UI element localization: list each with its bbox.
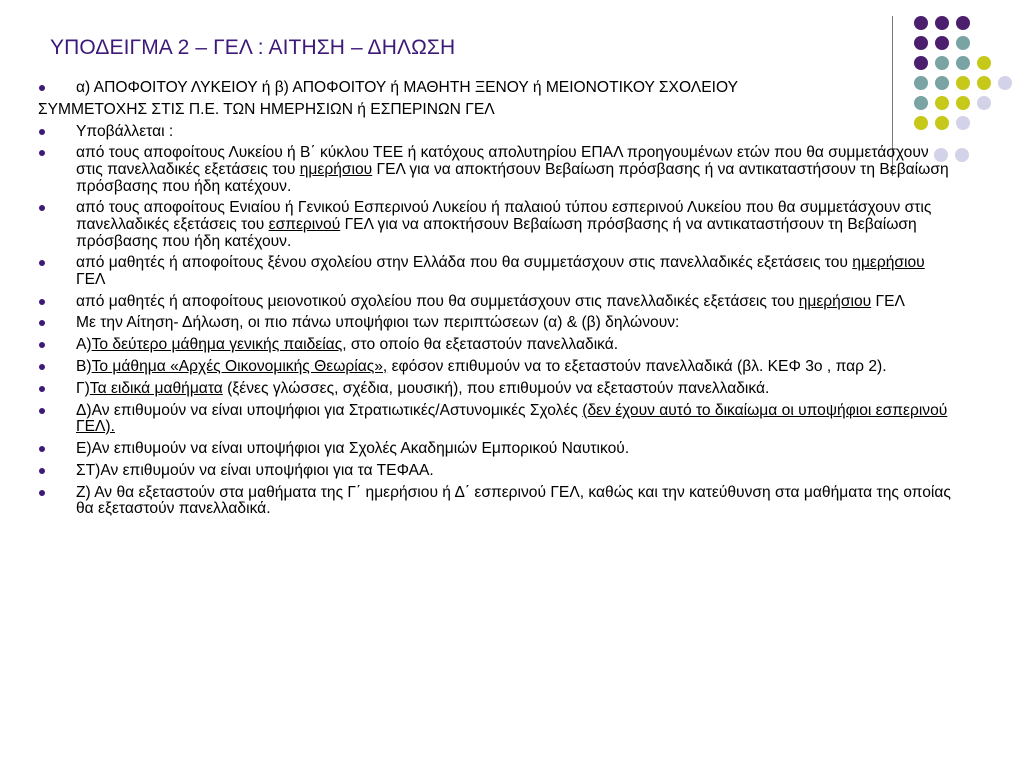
item-text: ΓΕΛ για να αποκτήσουν Βεβαίωση πρόσβασης ή να αντικαταστήσουν τη Βεβαίωση πρόσβασης που ήδη κατέχουν. bbox=[76, 160, 949, 195]
item-text: Ζ) Αν θα εξεταστούν στα μαθήματα της Γ΄ ημερήσιου ή Δ΄ εσπερινού ΓΕΛ, καθώς και την κατεύθυνση στα μαθήματα της οποίας θα εξεταστούν πανελλαδικά. bbox=[76, 483, 951, 518]
underlined-text: ημερήσιου bbox=[798, 292, 872, 310]
bullet-item bbox=[38, 359, 958, 376]
item-text: Με την Αίτηση- Δήλωση, οι πιο πάνω υποψήφιοι των περιπτώσεων (α) & (β) δηλώνουν: bbox=[76, 314, 680, 332]
decorative-dot bbox=[998, 76, 1012, 90]
item-text: από τους αποφοίτους Ενιαίου ή Γενικού Εσπερινού Λυκείου ή παλαιού τύπου εσπερινού Λυκείου που θα συμμετάσχουν στις πανελλαδικές εξετάσεις του bbox=[76, 199, 932, 233]
underlined-text: Το δεύτερο μάθημα γενικής παιδείας bbox=[91, 336, 343, 354]
bullet-item bbox=[38, 463, 958, 480]
decorative-dot bbox=[956, 16, 970, 30]
item-text: Υποβάλλεται : bbox=[76, 122, 174, 140]
underlined-text: Το μάθημα «Αρχές Οικονομικής Θεωρίας», bbox=[91, 358, 388, 375]
bullet-item bbox=[38, 485, 958, 518]
item-text: , στο οποίο θα εξεταστούν πανελλαδικά. bbox=[342, 336, 619, 354]
item-text: ΓΕΛ bbox=[871, 292, 905, 310]
page-title: ΥΠΟΔΕΙΓΜΑ 2 – ΓΕΛ : ΑΙΤΗΣΗ – ΔΗΛΩΣΗ bbox=[50, 36, 456, 59]
decorative-dot bbox=[935, 16, 949, 30]
item-text: Δ)Αν επιθυμούν να είναι υποψήφιοι για Στρατιωτικές/Αστυνομικές Σχολές bbox=[76, 401, 583, 419]
item-text: ΣΤ)Αν επιθυμούν να είναι υποψήφιοι για τα ΤΕΦΑΑ. bbox=[76, 461, 434, 479]
item-text: α) ΑΠΟΦΟΙΤΟΥ ΛΥΚΕΙΟΥ ή β) ΑΠΟΦΟΙΤΟΥ ή ΜΑΘΗΤΗ ΞΕΝΟΥ ή ΜΕΙΟΝΟΤΙΚΟΥ ΣΧΟΛΕΙΟΥ bbox=[76, 79, 738, 96]
list-subheading bbox=[38, 102, 958, 119]
bullet-item bbox=[38, 294, 958, 311]
decorative-dot bbox=[956, 56, 970, 70]
bullet-item bbox=[38, 80, 958, 97]
bullet-list bbox=[38, 80, 958, 523]
item-text: από μαθητές ή αποφοίτους μειονοτικού σχολείου που θα συμμετάσχουν στις πανελλαδικές εξετάσεις του bbox=[76, 292, 799, 310]
decorative-dot bbox=[977, 56, 991, 70]
item-text: Ε)Αν επιθυμούν να είναι υποψήφιοι για Σχολές Ακαδημιών Εμπορικού Ναυτικού. bbox=[76, 439, 630, 457]
bullet-item bbox=[38, 381, 958, 398]
decorative-dot bbox=[956, 96, 970, 110]
item-text: ΣΥΜΜΕΤΟΧΗΣ ΣΤΙΣ Π.Ε. ΤΩΝ ΗΜΕΡΗΣΙΩΝ ή ΕΣΠΕΡΙΝΩΝ ΓΕΛ bbox=[38, 100, 495, 118]
item-text: από τους αποφοίτους Λυκείου ή Β΄ κύκλου ΤΕΕ ή κατόχους απολυτηρίου ΕΠΑΛ προηγουμένων ετών που θα συμμετάσχουν στις πανελλαδικές εξετάσεις του bbox=[76, 144, 929, 178]
bullet-item bbox=[38, 441, 958, 458]
bullet-item bbox=[38, 145, 958, 195]
item-text: Β) bbox=[76, 358, 92, 375]
decorative-dot bbox=[914, 16, 928, 30]
decorative-dot bbox=[977, 96, 991, 110]
bullet-item bbox=[38, 337, 958, 354]
decorative-dot bbox=[956, 116, 970, 130]
decorative-dot bbox=[914, 36, 928, 50]
decorative-dot bbox=[956, 36, 970, 50]
bullet-item bbox=[38, 403, 958, 436]
decorative-dot bbox=[935, 36, 949, 50]
underlined-text: Τα ειδικά μαθήματα bbox=[89, 379, 223, 397]
underlined-text: (δεν έχουν αυτό το δικαίωμα οι υποψήφιοι εσπερινού ΓΕΛ). bbox=[76, 401, 948, 436]
decorative-dot bbox=[914, 56, 928, 70]
item-text: εφόσον επιθυμούν να το εξεταστούν πανελλαδικά (βλ. ΚΕΦ 3ο , παρ 2). bbox=[387, 358, 887, 375]
underlined-text: εσπερινού bbox=[268, 215, 341, 233]
decorative-dot bbox=[977, 76, 991, 90]
bullet-item bbox=[38, 200, 958, 250]
bullet-item bbox=[38, 255, 958, 288]
underlined-text: ημερήσιου bbox=[852, 254, 925, 272]
item-text: Α) bbox=[76, 336, 92, 354]
underlined-text: ημερήσιου bbox=[299, 160, 373, 178]
item-text: ΓΕΛ για να αποκτήσουν Βεβαίωση πρόσβασης ή να αντικαταστήσουν τη Βεβαίωση πρόσβασης που ήδη κατέχουν. bbox=[76, 215, 917, 250]
item-text: από μαθητές ή αποφοίτους ξένου σχολείου στην Ελλάδα που θα συμμετάσχουν στις πανελλαδικές εξετάσεις του bbox=[76, 254, 853, 272]
item-text: ΓΕΛ bbox=[76, 270, 106, 288]
item-text: Γ) bbox=[76, 379, 90, 397]
decorative-dot bbox=[935, 56, 949, 70]
bullet-item bbox=[38, 124, 958, 141]
decorative-dot bbox=[956, 76, 970, 90]
bullet-item bbox=[38, 315, 958, 332]
item-text: (ξένες γλώσσες, σχέδια, μουσική), που επιθυμούν να εξεταστούν πανελλαδικά. bbox=[222, 379, 770, 397]
